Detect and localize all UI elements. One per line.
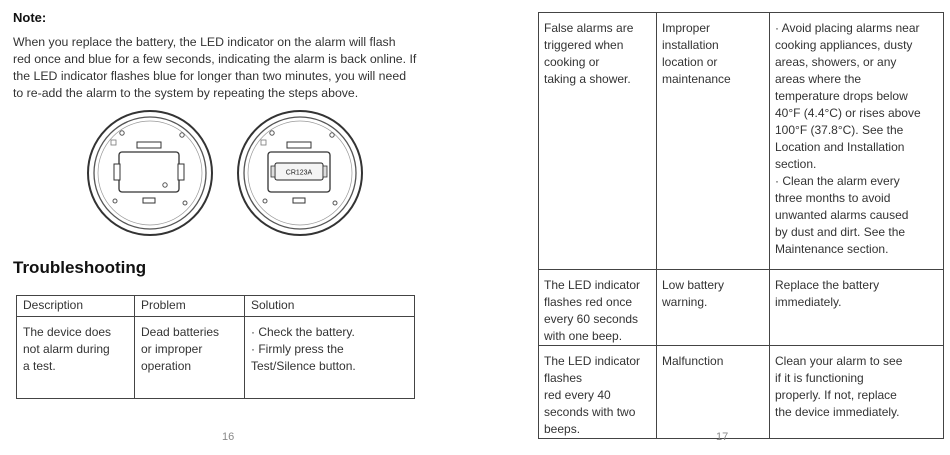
cell-line: The device does <box>23 325 112 339</box>
cell-line: · Clean the alarm every <box>775 174 900 188</box>
page-number-right: 17 <box>716 431 729 443</box>
troubleshooting-heading: Troubleshooting <box>13 258 147 277</box>
cell-line: Location and Installation <box>775 140 905 154</box>
cell-line: triggered when <box>544 38 624 52</box>
cell-line: Low battery <box>662 278 725 292</box>
cell-line: every 60 seconds <box>544 312 639 326</box>
description-cell <box>539 270 657 346</box>
problem-cell <box>657 346 770 439</box>
cell-line: Malfunction <box>662 354 724 368</box>
battery-label: CR123A <box>285 169 313 177</box>
solution-cell <box>770 270 944 346</box>
alarm-battery-illustration <box>85 108 395 238</box>
cell-line: Test/Silence button. <box>251 359 356 373</box>
description-cell <box>17 317 135 399</box>
note-title: Note: <box>13 10 47 25</box>
cell-line: with one beep. <box>544 329 623 343</box>
cell-line: or improper <box>141 342 203 356</box>
cell-line: warning. <box>662 295 708 309</box>
header-problem: Problem <box>135 296 245 317</box>
header-solution: Solution <box>245 296 415 317</box>
alarm-back-empty-icon <box>88 111 212 235</box>
cell-line: cooking or <box>544 55 600 69</box>
cell-line: Dead batteries <box>141 325 220 339</box>
cell-line: three months to avoid <box>775 191 891 205</box>
note-line: red once and blue for a few seconds, indicating the alarm is back online. If <box>13 52 417 66</box>
cell-line: temperature drops below <box>775 89 908 103</box>
cell-line: The LED indicator <box>544 354 641 368</box>
cell-line: operation <box>141 359 192 373</box>
cell-line: not alarm during <box>23 342 110 356</box>
troubleshooting-table <box>16 295 415 399</box>
cell-line: installation <box>662 38 719 52</box>
manual-page-right <box>475 0 950 455</box>
alarm-back-with-battery-icon <box>238 111 362 235</box>
description-cell <box>539 13 657 270</box>
cell-line: maintenance <box>662 72 731 86</box>
table-row <box>539 270 944 346</box>
note-line: to re-add the alarm to the system by repeating the steps above. <box>13 86 359 100</box>
cell-line: seconds with two <box>544 405 636 419</box>
note-line: the LED indicator flashes blue for longer than two minutes, you will need <box>13 69 407 83</box>
cell-line: False alarms are <box>544 21 634 35</box>
cell-line: Maintenance section. <box>775 242 889 256</box>
cell-line: by dust and dirt. See the <box>775 225 906 239</box>
cell-line: · Avoid placing alarms near <box>775 21 920 35</box>
cell-line: cooking appliances, dusty <box>775 38 913 52</box>
cell-line: properly. If not, replace <box>775 388 897 402</box>
cell-line: · Firmly press the <box>251 342 344 356</box>
cell-line: · Check the battery. <box>251 325 355 339</box>
cell-line: flashes red once <box>544 295 633 309</box>
table-header-row <box>17 296 415 317</box>
cell-line: flashes <box>544 371 583 385</box>
cell-line: Replace the battery <box>775 278 880 292</box>
cell-line: taking a shower. <box>544 72 631 86</box>
solution-cell <box>770 346 944 439</box>
cell-line: location or <box>662 55 718 69</box>
cell-line: immediately. <box>775 295 842 309</box>
cell-line: red every 40 <box>544 388 611 402</box>
cell-line: Clean your alarm to see <box>775 354 903 368</box>
problem-cell <box>657 13 770 270</box>
cell-line: beeps. <box>544 422 581 436</box>
description-cell <box>539 346 657 439</box>
cell-line: unwanted alarms caused <box>775 208 909 222</box>
cell-line: Improper <box>662 21 711 35</box>
table-row <box>539 346 944 439</box>
cell-line: 40°F (4.4°C) or rises above <box>775 106 921 120</box>
cell-line: the device immediately. <box>775 405 900 419</box>
cell-line: if it is functioning <box>775 371 864 385</box>
note-line: When you replace the battery, the LED indicator on the alarm will flash <box>13 35 396 49</box>
cell-line: section. <box>775 157 817 171</box>
header-description: Description <box>17 296 135 317</box>
solution-cell <box>770 13 944 270</box>
solution-cell <box>245 317 415 399</box>
troubleshooting-table-continued <box>538 12 944 439</box>
cell-line: a test. <box>23 359 56 373</box>
problem-cell <box>657 270 770 346</box>
cell-line: areas, showers, or any <box>775 55 897 69</box>
note-body <box>13 34 433 102</box>
problem-cell <box>135 317 245 399</box>
page-number-left: 16 <box>222 431 235 443</box>
table-row <box>539 13 944 270</box>
cell-line: areas where the <box>775 72 862 86</box>
cell-line: The LED indicator <box>544 278 641 292</box>
cell-line: 100°F (37.8°C). See the <box>775 123 904 137</box>
table-row <box>17 317 415 399</box>
